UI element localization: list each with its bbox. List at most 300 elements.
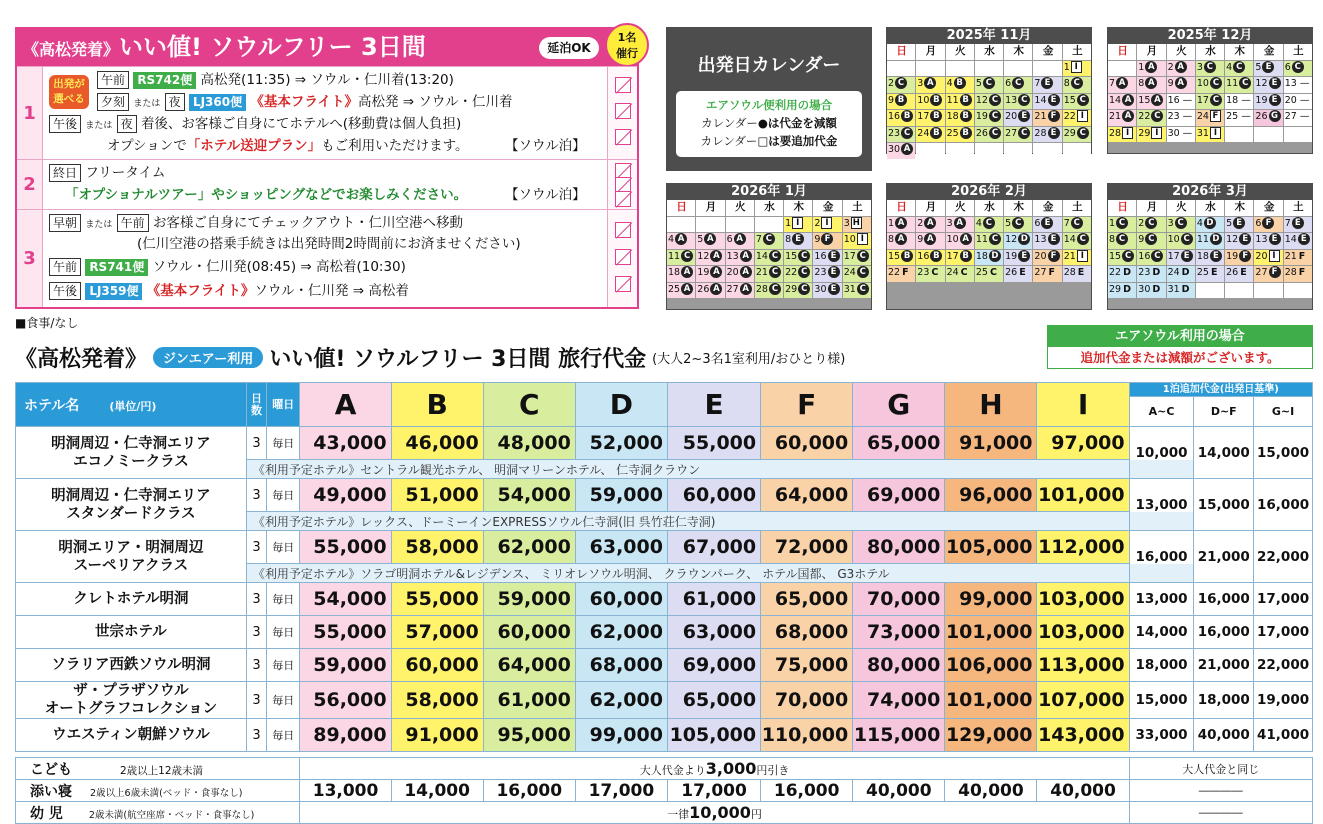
calendar-month: [666, 183, 872, 310]
day-number: 29: [1138, 127, 1151, 139]
day-number: 17: [917, 111, 930, 122]
calendar-month: [1107, 27, 1313, 154]
meal-note: ■食事/なし: [15, 316, 79, 330]
day-number: 12: [975, 94, 988, 106]
day-number: 28: [1109, 127, 1122, 139]
calendar-day: [887, 250, 915, 266]
discount-season-mark: A: [1122, 94, 1134, 106]
calendar-day: [975, 217, 1003, 233]
day-number: 2: [17, 160, 43, 209]
day3-line-1: [49, 213, 463, 235]
calendar-header-panel: [666, 27, 872, 171]
price-cell-f: 110,000: [761, 719, 853, 752]
discount-season-mark: C: [1122, 250, 1134, 262]
discount-season-mark: C: [1071, 217, 1083, 229]
discount-season-mark: C: [1145, 233, 1157, 245]
weekday-header: 火: [1167, 44, 1195, 60]
hotel-name-line-2: スーペリアクラス: [73, 557, 189, 574]
day-number: 12: [1226, 234, 1239, 245]
cosleep-price-d: 17,000: [575, 780, 667, 802]
day-number: 3: [1196, 61, 1203, 73]
calendar-empty-cell: [1254, 283, 1282, 299]
day-number: 4: [975, 217, 982, 229]
calendar-day: [1137, 61, 1165, 77]
price-cell-c: 54,000: [483, 479, 575, 512]
price-cell-h: 91,000: [945, 427, 1037, 460]
legend-line-1: [676, 114, 862, 132]
weekday-header: 火: [946, 200, 974, 216]
notice-title: エアソウル利用の場合: [1048, 326, 1312, 347]
weekday-header: 木: [1004, 44, 1032, 60]
calendar-day: [1137, 127, 1165, 143]
calendar-day: [1225, 250, 1253, 266]
calendar-empty-cell: [946, 61, 974, 77]
weekday-header: 月: [696, 200, 724, 216]
season-mark: D: [1181, 267, 1190, 278]
price-cell-f: 72,000: [761, 531, 853, 564]
cosleep-price-c: 16,000: [483, 780, 575, 802]
day-number: 3: [843, 217, 850, 229]
calendar-legend: [676, 91, 862, 157]
season-mark: E: [1019, 267, 1026, 278]
discount-season-mark: A: [1175, 61, 1187, 73]
calendar-day: [887, 94, 915, 110]
price-cell-e: 69,000: [667, 649, 760, 682]
discount-season-mark: A: [924, 217, 936, 229]
calendar-day: [784, 266, 812, 282]
legend-discount: ●は代金を減額: [757, 116, 837, 130]
discount-season-mark: B: [954, 77, 966, 89]
calendar-day: [784, 283, 812, 299]
infant-price-amount: 10,000: [689, 803, 751, 822]
price-body: [16, 427, 1313, 824]
discount-season-mark: C: [1071, 77, 1083, 89]
discount-season-mark: B: [930, 110, 942, 122]
extra-night-price: 16,000: [1129, 531, 1194, 583]
season-header: C: [483, 383, 575, 427]
season-mark: D: [1123, 283, 1131, 295]
badge-line-1: 出発が: [53, 78, 85, 90]
price-cell-f: 70,000: [761, 682, 853, 719]
day-number: 14: [1284, 234, 1297, 245]
basic-flight-label: 《基本フライト》: [146, 283, 255, 299]
calendar-day: [1284, 250, 1312, 266]
weekday-header: 日: [1108, 44, 1136, 60]
extra-night-price: 21,000: [1194, 531, 1254, 583]
checkbox[interactable]: [615, 77, 631, 93]
calendar-day: [696, 283, 724, 299]
price-cell-a: 43,000: [300, 427, 391, 460]
discount-season-mark: A: [1151, 94, 1163, 106]
calendar-day: [1108, 233, 1136, 249]
days-cell: 3: [246, 649, 266, 682]
discount-season-mark: C: [1233, 61, 1245, 73]
calendar-day: [1225, 94, 1253, 110]
infant-price-text-a: 一律: [667, 808, 690, 821]
day2-line-2: [65, 185, 467, 205]
weekday-header: 月: [916, 44, 944, 60]
day-number: 11: [1226, 78, 1239, 89]
checkbox-column: [607, 160, 637, 209]
extra-night-price: 14,000: [1194, 427, 1254, 479]
calendar-day: [887, 266, 915, 282]
day-number: 23: [814, 267, 827, 278]
calendar-month: [886, 183, 1092, 310]
day-number: 5: [1226, 217, 1233, 229]
title-prefix: 《高松発着》: [23, 40, 120, 59]
day3-line-2: (仁川空港の搭乗手続きは出発時間2時間前にお済ませください): [137, 236, 521, 252]
calendar-day: [1063, 61, 1091, 77]
checkbox[interactable]: [615, 103, 631, 119]
discount-season-mark: C: [1018, 127, 1030, 139]
day-number: 1: [785, 217, 792, 229]
extra-col-header: G~I: [1254, 397, 1313, 427]
extra-night-price: 18,000: [1194, 682, 1254, 719]
discount-season-mark: C: [798, 266, 810, 278]
day1-line-1: [97, 70, 454, 90]
days-cell: 3: [246, 427, 266, 460]
day-number: 16: [1167, 94, 1180, 106]
day-number: 24: [946, 267, 959, 278]
extra-night-price: 41,000: [1254, 719, 1313, 752]
price-cell-d: 62,000: [575, 616, 667, 649]
day-number: 3: [946, 217, 953, 229]
calendar-day: [1167, 127, 1195, 143]
calendar-day: [843, 266, 871, 282]
day-number: 15: [1063, 94, 1076, 106]
weekday-header: 木: [1225, 44, 1253, 60]
calendar-title: 出発日カレンダー: [697, 55, 841, 76]
calendar-day: [1137, 283, 1165, 299]
discount-season-mark: E: [1048, 127, 1060, 139]
price-cell-f: 64,000: [761, 479, 853, 512]
day-number: 18: [1226, 94, 1239, 106]
day1-line-4: [107, 136, 469, 156]
hotel-name-line-1: ザ・プラザソウル: [73, 683, 189, 699]
calendar-day: [1254, 250, 1282, 266]
day-number: 13: [1005, 94, 1018, 106]
weekday-header: 木: [1225, 200, 1253, 216]
itinerary-panel: [15, 27, 639, 309]
weekday-cell: 毎日: [267, 682, 300, 719]
discount-season-mark: C: [1151, 110, 1163, 122]
calendar-day: [1167, 61, 1195, 77]
discount-season-mark: A: [924, 233, 936, 245]
day-number: 24: [917, 127, 930, 139]
day-number: 28: [1034, 127, 1047, 139]
calendar-day: [1137, 233, 1165, 249]
cosleep-price-i: 40,000: [1037, 780, 1129, 802]
discount-season-mark: C: [1210, 94, 1222, 106]
day-number: 13: [726, 250, 739, 262]
infant-price-text-c: 円: [750, 808, 762, 821]
calendar-day: [1004, 266, 1032, 282]
hotel-name-line-1: 世宗ホテル: [95, 624, 167, 640]
day-number: 14: [1034, 94, 1047, 106]
day-number: 27: [1005, 127, 1018, 139]
season-mark: C: [989, 267, 997, 278]
day-3-row: [17, 209, 637, 307]
day-number: 21: [1284, 250, 1297, 262]
weekday-header: 日: [887, 44, 915, 60]
child-price-amount: 3,000: [705, 759, 757, 778]
calendar-day: [1063, 250, 1091, 266]
calendar-empty-cell: [946, 143, 974, 159]
surcharge-season-mark: H: [852, 217, 860, 228]
discount-season-mark: A: [740, 266, 752, 278]
day-number: 9: [917, 234, 924, 245]
discount-season-mark: C: [769, 250, 781, 262]
day-number: 11: [1196, 234, 1209, 245]
calendar-day: [1196, 266, 1224, 282]
extra-night-price: 22,000: [1254, 649, 1313, 682]
day-number: 9: [1138, 234, 1145, 245]
checkbox[interactable]: [615, 129, 631, 145]
weekday-header: 土: [1284, 44, 1312, 60]
checkbox[interactable]: [615, 191, 631, 207]
weekday-header: 金: [1033, 200, 1061, 216]
day-number: 30: [1167, 127, 1180, 139]
calendar-empty-cell: [975, 143, 1003, 159]
month-title: 2025年 12月: [1167, 28, 1253, 43]
day-number: 20: [726, 267, 739, 278]
day-number: 27: [1255, 267, 1268, 278]
legend-title: エアソウル便利用の場合: [705, 98, 833, 112]
hotel-name-line-1: ウエスティン朝鮮ソウル: [52, 727, 210, 743]
child-price-text-c: 円引き: [756, 764, 790, 777]
calendar-day: [1254, 233, 1282, 249]
weekday-header: 水: [755, 200, 783, 216]
season-mark: E: [1077, 267, 1085, 278]
discount-season-mark: B: [960, 250, 972, 262]
calendar-day: [916, 127, 944, 143]
child-label-text: こども: [30, 761, 72, 778]
hotel-name-line-1: 明洞周辺・仁寺洞エリア: [51, 435, 211, 452]
calendar-day: [784, 233, 812, 249]
calendar-day: [916, 110, 944, 126]
discount-season-mark: C: [989, 110, 1001, 122]
price-cell-d: 99,000: [575, 719, 667, 752]
price-cell-h: 105,000: [945, 531, 1037, 564]
calendar-day: [1063, 233, 1091, 249]
day-number: 29: [785, 283, 798, 295]
season-mark: F: [1048, 267, 1056, 278]
calendar-empty-cell: [1004, 61, 1032, 77]
day-number: 3: [917, 78, 924, 89]
child-price: [300, 758, 1129, 780]
calendar-day: [1108, 94, 1136, 110]
calendar-day: [696, 250, 724, 266]
day-number: 1: [17, 67, 43, 159]
day-number: 19: [1226, 250, 1239, 262]
day-number: 4: [946, 78, 953, 89]
season-mark: E: [1210, 267, 1218, 278]
or-text: または: [133, 99, 161, 109]
discount-season-mark: A: [704, 233, 716, 245]
day-number: 16: [888, 111, 901, 122]
day-number: 25: [946, 127, 959, 139]
discount-season-mark: B: [930, 250, 942, 262]
calendar-day: [916, 94, 944, 110]
price-cell-b: 60,000: [391, 649, 483, 682]
price-cell-e: 63,000: [667, 616, 760, 649]
extra-night-price: 15,000: [1194, 479, 1254, 531]
price-cell-i: 103,000: [1037, 583, 1129, 616]
price-cell-g: 80,000: [853, 649, 945, 682]
extra-col-header: D~F: [1194, 397, 1254, 427]
extra-night-header: 1泊追加代金(出発日基準): [1129, 383, 1312, 397]
discount-season-mark: C: [901, 127, 913, 139]
child-extra: 大人代金と同じ: [1129, 758, 1312, 780]
day-number: 3: [17, 210, 43, 307]
day-number: 12: [1255, 78, 1268, 89]
discount-season-mark: F: [1269, 266, 1281, 278]
day-number: 11: [668, 250, 681, 262]
discount-season-mark: C: [1151, 250, 1163, 262]
price-cell-b: 58,000: [391, 682, 483, 719]
extra-night-price: 14,000: [1129, 616, 1194, 649]
day-number: 1: [888, 217, 895, 229]
checkbox[interactable]: [615, 249, 631, 265]
calendar-day: [1284, 266, 1312, 282]
weekday-cell: 毎日: [267, 427, 300, 460]
discount-season-mark: C: [989, 127, 1001, 139]
day3-line-4: [49, 281, 409, 301]
price-cell-b: 91,000: [391, 719, 483, 752]
price-cell-a: 56,000: [300, 682, 391, 719]
day-number: 23: [1167, 111, 1180, 122]
calendar-day: [1033, 266, 1061, 282]
time-tag: 夕刻: [97, 93, 129, 111]
cosleep-price-a: 13,000: [300, 780, 391, 802]
days-cell: 3: [246, 479, 266, 512]
extra-night-price: 21,000: [1194, 649, 1254, 682]
day-number: 23: [888, 127, 901, 139]
cosleep-price-e: 17,000: [667, 780, 760, 802]
calendar-day: [1004, 110, 1032, 126]
season-header: E: [667, 383, 760, 427]
cosleep-price-b: 14,000: [391, 780, 483, 802]
price-cell-g: 80,000: [853, 531, 945, 564]
surcharge-season-mark: I: [1210, 127, 1221, 139]
hotel-price-row: [16, 616, 1313, 649]
day-number: 8: [888, 234, 895, 245]
calendar-day: [726, 250, 754, 266]
no-departure-mark: —: [1296, 111, 1310, 122]
hotel-name-line-1: ソラリア西鉄ソウル明洞: [51, 657, 211, 673]
hotel-note: 《利用予定ホテル》ソラゴ明洞ホテル&レジデンス、 ミリオレソウル明洞、 クラウンパーク、 ホテル国都、 G3ホテル: [246, 564, 1194, 583]
day-number: 13: [1034, 234, 1047, 245]
discount-season-mark: C: [989, 94, 1001, 106]
day-number: 26: [1226, 267, 1239, 278]
discount-season-mark: A: [1145, 77, 1157, 89]
calendar-empty-cell: [1033, 61, 1061, 77]
discount-season-mark: B: [901, 250, 913, 262]
calendar-empty-cell: [887, 61, 915, 77]
extra-night-price: 15,000: [1254, 427, 1313, 479]
discount-season-mark: B: [960, 94, 972, 106]
title-main: いい値! ソウルフリー 3日間: [119, 33, 426, 61]
calendar-day: [1225, 233, 1253, 249]
weekday-header: 月: [916, 200, 944, 216]
infant-price: [300, 802, 1129, 824]
discount-season-mark: C: [769, 283, 781, 295]
season-mark: C: [931, 267, 939, 278]
discount-season-mark: C: [1116, 233, 1128, 245]
calendar-day: [667, 266, 695, 282]
calendar-day: [843, 233, 871, 249]
transfer-plan-text: 「ホテル送迎プラン」: [186, 138, 322, 154]
calendar-day: [1254, 61, 1282, 77]
calendar-day: [975, 127, 1003, 143]
day-number: 22: [888, 267, 901, 278]
season-header: D: [575, 383, 667, 427]
weekday-header: 火: [726, 200, 754, 216]
season-mark: D: [1152, 267, 1161, 278]
time-tag: 午後: [49, 115, 81, 133]
surcharge-season-mark: I: [821, 217, 832, 229]
free-time-text: フリータイム: [85, 165, 166, 181]
discount-season-mark: C: [983, 217, 995, 229]
price-cell-d: 63,000: [575, 531, 667, 564]
calendar-day: [1063, 217, 1091, 233]
extra-col-header: A~C: [1129, 397, 1194, 427]
extra-night-price: 16,000: [1254, 479, 1313, 531]
day-number: 30: [814, 283, 827, 295]
calendar-day: [1108, 110, 1136, 126]
checkbox[interactable]: [615, 222, 631, 238]
price-cell-a: 55,000: [300, 531, 391, 564]
surcharge-season-mark: I: [1077, 110, 1088, 122]
calendar-day: [1196, 217, 1224, 233]
calendar-day: [1137, 77, 1165, 93]
calendar-day: [975, 233, 1003, 249]
day-number: 17: [843, 250, 856, 262]
time-tag: 午後: [49, 282, 81, 300]
day-number: 25: [668, 283, 681, 295]
child-label: [16, 758, 300, 780]
calendar-day: [887, 110, 915, 126]
weekday-header: 日: [1108, 200, 1136, 216]
price-cell-i: 113,000: [1037, 649, 1129, 682]
calendar-day: [1063, 127, 1091, 143]
calendar-day: [1033, 217, 1061, 233]
price-cell-c: 64,000: [483, 649, 575, 682]
calendar-day: [1108, 217, 1136, 233]
calendar-day: [1254, 217, 1282, 233]
flight-tag: LJ359便: [85, 283, 142, 300]
day-number: 29: [1063, 127, 1076, 139]
calendar-empty-cell: [755, 217, 783, 233]
day-number: 18: [1196, 250, 1209, 262]
season-mark: D: [1181, 283, 1190, 295]
calendar-day: [946, 250, 974, 266]
season-header: A: [300, 383, 391, 427]
no-departure-mark: —: [1179, 111, 1193, 122]
calendar-day: [755, 250, 783, 266]
discount-season-mark: A: [675, 233, 687, 245]
checkbox[interactable]: [615, 276, 631, 292]
season-mark: D: [1152, 283, 1161, 295]
calendar-day: [1196, 110, 1224, 126]
calendar-day: [1137, 250, 1165, 266]
cosleep-label: [16, 780, 300, 802]
calendar-day: [1167, 110, 1195, 126]
discount-season-mark: F: [1262, 217, 1274, 229]
price-cell-c: 62,000: [483, 531, 575, 564]
cosleep-condition: 2歳以上6歳未満(ベッド・食事なし): [90, 787, 243, 799]
discount-season-mark: E: [792, 233, 804, 245]
